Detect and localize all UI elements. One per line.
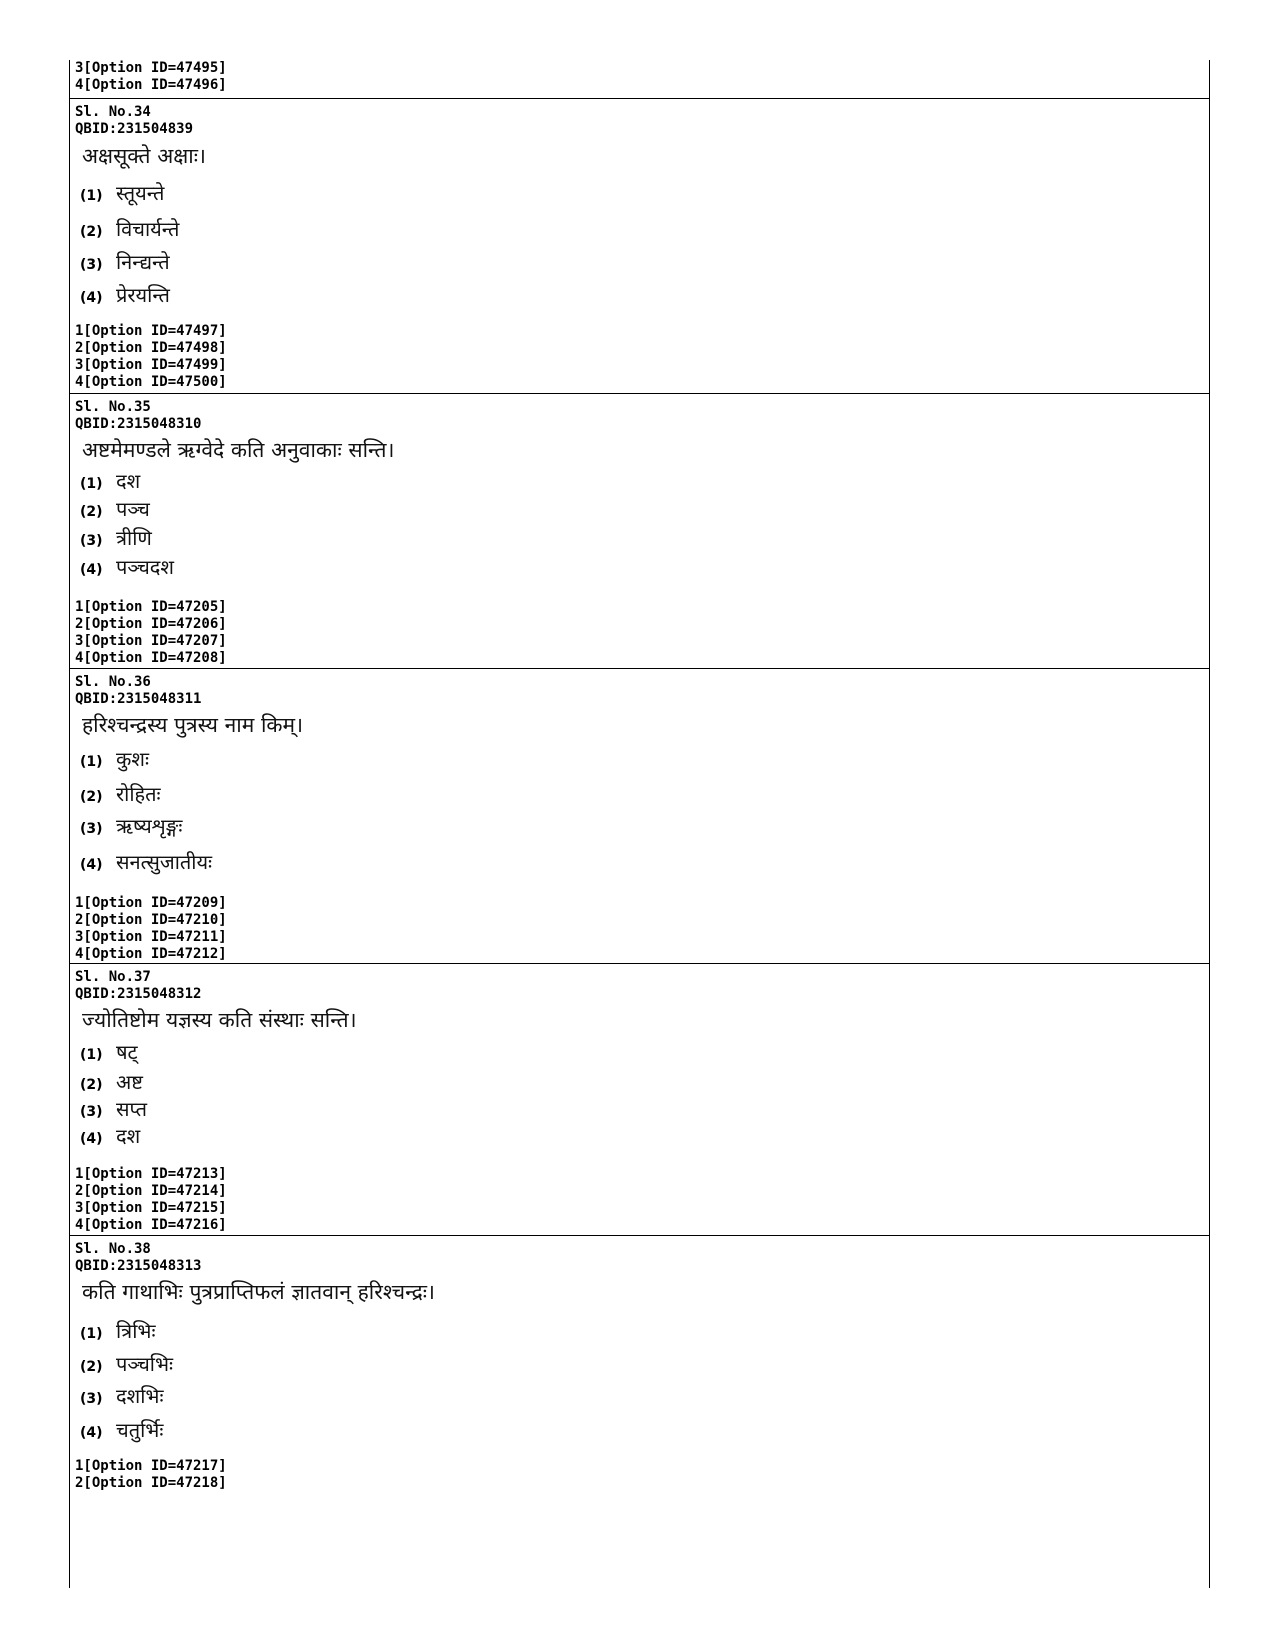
option-number: (4) bbox=[80, 1425, 103, 1441]
question-header bbox=[75, 969, 1209, 1003]
option-text: विचार्यन्ते bbox=[116, 217, 180, 241]
option-id: 1[Option ID=47209] bbox=[75, 895, 227, 911]
option-2 bbox=[80, 780, 161, 807]
option-text: अष्ट bbox=[116, 1070, 143, 1094]
question-text: अक्षसूक्ते अक्षाः। bbox=[82, 144, 206, 168]
option-number: (1) bbox=[80, 1047, 103, 1063]
question-block-36 bbox=[70, 668, 1209, 964]
option-number: (2) bbox=[80, 1359, 103, 1375]
option-text: रोहितः bbox=[116, 782, 161, 806]
option-2 bbox=[80, 1350, 173, 1377]
option-id: 2[Option ID=47210] bbox=[75, 912, 227, 928]
option-number: (2) bbox=[80, 504, 103, 520]
option-text: पञ्च bbox=[116, 497, 150, 521]
carryover-block bbox=[70, 60, 1209, 94]
question-block-35 bbox=[70, 393, 1209, 669]
qbid: QBID:2315048312 bbox=[75, 986, 202, 1002]
option-text: कुशः bbox=[116, 747, 149, 771]
option-text: चतुर्भिः bbox=[116, 1418, 164, 1442]
option-id-list bbox=[75, 895, 227, 963]
option-id: 3[Option ID=47207] bbox=[75, 633, 227, 649]
option-number: (3) bbox=[80, 821, 103, 837]
option-number: (3) bbox=[80, 533, 103, 549]
option-number: (1) bbox=[80, 754, 103, 770]
option-id: 1[Option ID=47497] bbox=[75, 323, 227, 339]
option-number: (4) bbox=[80, 290, 103, 306]
option-id-list bbox=[75, 599, 227, 667]
option-number: (2) bbox=[80, 789, 103, 805]
option-id: 4[Option ID=47212] bbox=[75, 946, 227, 962]
serial-number: Sl. No.34 bbox=[75, 104, 151, 120]
question-header bbox=[75, 1241, 1209, 1275]
serial-number: Sl. No.36 bbox=[75, 674, 151, 690]
option-1 bbox=[80, 467, 140, 494]
option-number: (1) bbox=[80, 476, 103, 492]
qbid: QBID:2315048311 bbox=[75, 691, 202, 707]
option-text: ऋष्यशृङ्गः bbox=[116, 814, 183, 838]
option-number: (2) bbox=[80, 224, 103, 240]
option-id: 3[Option ID=47215] bbox=[75, 1200, 227, 1216]
option-id: 4[Option ID=47208] bbox=[75, 650, 227, 666]
option-id: 3[Option ID=47495] bbox=[75, 60, 227, 76]
option-3 bbox=[80, 1382, 164, 1409]
option-number: (4) bbox=[80, 562, 103, 578]
option-id-list bbox=[75, 323, 227, 391]
option-3 bbox=[80, 812, 182, 839]
option-2 bbox=[80, 215, 179, 242]
option-number: (4) bbox=[80, 857, 103, 873]
option-text: स्तूयन्ते bbox=[116, 181, 165, 205]
option-3 bbox=[80, 1095, 147, 1122]
question-paper-frame bbox=[69, 60, 1210, 1588]
option-1 bbox=[80, 1317, 156, 1344]
option-3 bbox=[80, 248, 170, 275]
question-header bbox=[75, 674, 1209, 708]
option-number: (3) bbox=[80, 1104, 103, 1120]
option-number: (4) bbox=[80, 1131, 103, 1147]
option-id: 2[Option ID=47498] bbox=[75, 340, 227, 356]
option-2 bbox=[80, 495, 150, 522]
option-text: पञ्चभिः bbox=[116, 1352, 174, 1376]
option-number: (3) bbox=[80, 257, 103, 273]
serial-number: Sl. No.37 bbox=[75, 969, 151, 985]
serial-number: Sl. No.35 bbox=[75, 399, 151, 415]
option-text: त्रिभिः bbox=[116, 1319, 156, 1343]
option-4 bbox=[80, 553, 174, 580]
option-text: दशभिः bbox=[116, 1384, 164, 1408]
option-id: 1[Option ID=47205] bbox=[75, 599, 227, 615]
option-text: सप्त bbox=[116, 1097, 148, 1121]
option-id-list bbox=[75, 1458, 227, 1492]
option-id: 3[Option ID=47499] bbox=[75, 357, 227, 373]
option-id-list bbox=[75, 1166, 227, 1234]
question-header bbox=[75, 399, 1209, 433]
question-text: हरिश्चन्द्रस्य पुत्रस्य नाम किम्। bbox=[82, 713, 304, 737]
option-id: 4[Option ID=47500] bbox=[75, 374, 227, 390]
serial-number: Sl. No.38 bbox=[75, 1241, 151, 1257]
option-1 bbox=[80, 179, 164, 206]
option-text: दश bbox=[116, 1124, 141, 1148]
option-id: 2[Option ID=47214] bbox=[75, 1183, 227, 1199]
option-id: 3[Option ID=47211] bbox=[75, 929, 227, 945]
question-text: कति गाथाभिः पुत्रप्राप्तिफलं ज्ञातवान् हरिश्चन्द्रः। bbox=[82, 1280, 435, 1304]
qbid: QBID:2315048310 bbox=[75, 416, 202, 432]
option-number: (3) bbox=[80, 1391, 103, 1407]
question-block-37 bbox=[70, 963, 1209, 1236]
qbid: QBID:231504839 bbox=[75, 121, 194, 137]
option-number: (2) bbox=[80, 1077, 103, 1093]
question-block-34 bbox=[70, 98, 1209, 394]
option-text: षट् bbox=[116, 1040, 138, 1064]
option-2 bbox=[80, 1068, 143, 1095]
question-text: अष्टमेमण्डले ऋग्वेदे कति अनुवाकाः सन्ति। bbox=[82, 438, 395, 462]
option-number: (1) bbox=[80, 188, 103, 204]
option-id: 1[Option ID=47217] bbox=[75, 1458, 227, 1474]
option-1 bbox=[80, 1038, 138, 1065]
option-text: दश bbox=[116, 469, 141, 493]
option-id-list bbox=[75, 60, 1209, 94]
option-text: प्रेरयन्ति bbox=[116, 283, 170, 307]
option-4 bbox=[80, 1122, 140, 1149]
question-block-38 bbox=[70, 1235, 1209, 1589]
option-id: 2[Option ID=47218] bbox=[75, 1475, 227, 1491]
question-header bbox=[75, 104, 1209, 138]
option-id: 4[Option ID=47496] bbox=[75, 77, 227, 93]
option-1 bbox=[80, 745, 149, 772]
question-text: ज्योतिष्टोम यज्ञस्य कति संस्थाः सन्ति। bbox=[82, 1008, 357, 1032]
qbid: QBID:2315048313 bbox=[75, 1258, 202, 1274]
option-4 bbox=[80, 281, 170, 308]
option-3 bbox=[80, 524, 152, 551]
option-id: 1[Option ID=47213] bbox=[75, 1166, 227, 1182]
option-id: 4[Option ID=47216] bbox=[75, 1217, 227, 1233]
option-number: (1) bbox=[80, 1326, 103, 1342]
option-text: पञ्चदश bbox=[116, 555, 175, 579]
option-text: सनत्सुजातीयः bbox=[116, 850, 213, 874]
option-4 bbox=[80, 848, 212, 875]
option-id: 2[Option ID=47206] bbox=[75, 616, 227, 632]
option-text: निन्द्यन्ते bbox=[116, 250, 170, 274]
option-4 bbox=[80, 1416, 163, 1443]
option-text: त्रीणि bbox=[116, 526, 152, 550]
